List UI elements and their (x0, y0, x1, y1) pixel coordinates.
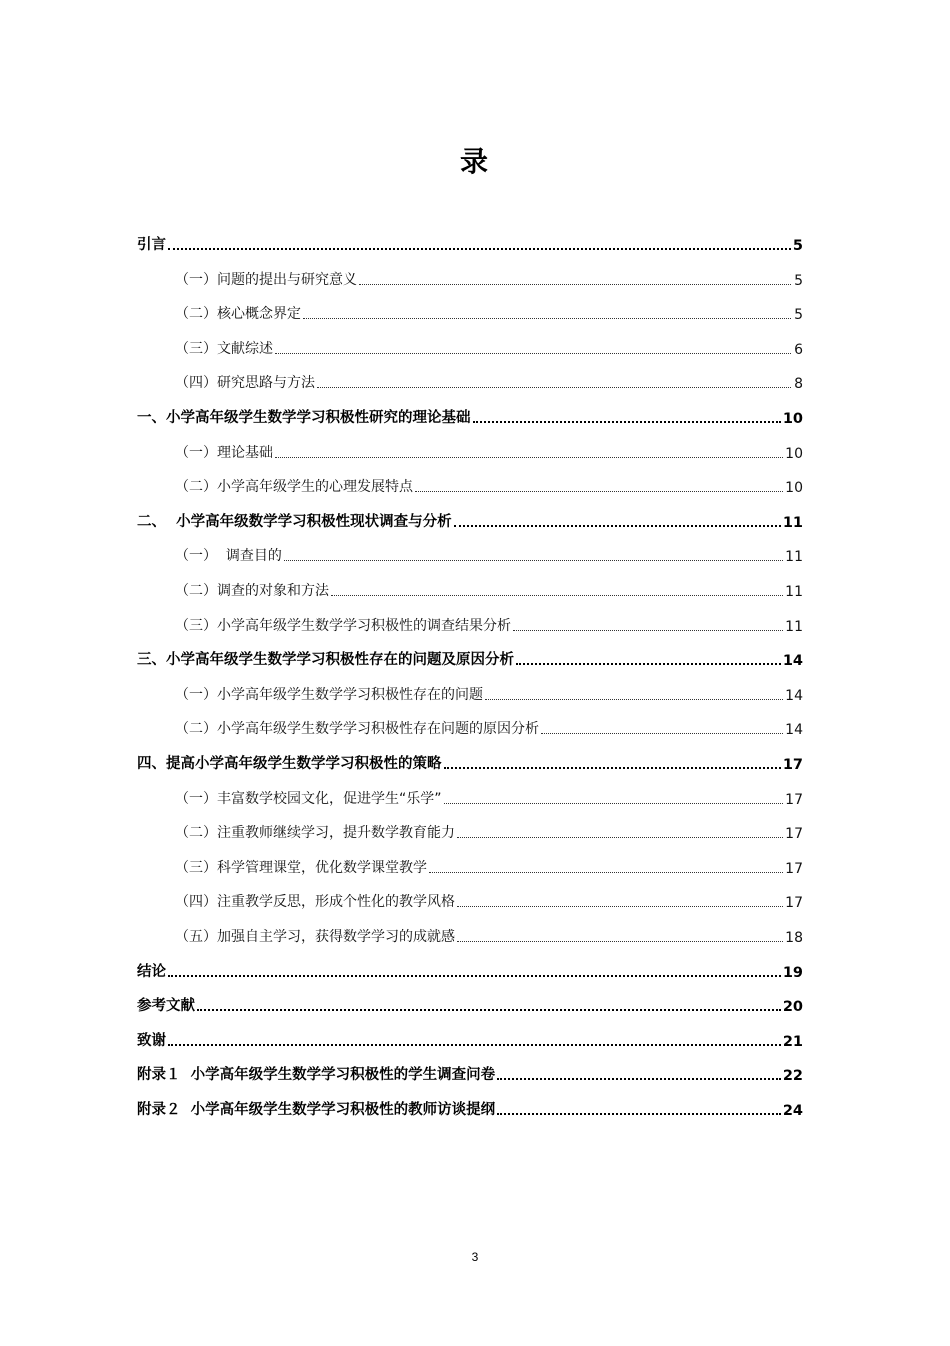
toc-section-entry[interactable] (137, 334, 803, 358)
toc-entry-page-number: 5 (794, 272, 803, 289)
toc-dot-leader (444, 767, 781, 769)
toc-dot-leader (457, 941, 783, 942)
toc-entry-page-number: 11 (785, 549, 803, 566)
toc-dot-leader (168, 1044, 781, 1046)
toc-section-entry[interactable] (137, 922, 803, 946)
toc-entry-page-number: 18 (785, 930, 803, 946)
toc-entry-page-number: 5 (792, 238, 803, 254)
toc-entry-title: （三）科学管理课堂，优化数学课堂教学 (175, 859, 427, 876)
toc-entry-title: （四）研究思路与方法 (175, 375, 315, 392)
toc-entry-page-number: 10 (782, 411, 803, 427)
toc-dot-leader (497, 1113, 781, 1115)
page-number: 3 (471, 1250, 479, 1264)
toc-entry-title: （二）小学高年级学生的心理发展特点 (175, 479, 413, 496)
toc-dot-leader (303, 318, 791, 319)
toc-section-entry[interactable] (137, 853, 803, 877)
toc-section-entry[interactable] (137, 299, 803, 323)
toc-dot-leader (317, 387, 791, 388)
toc-entry-page-number: 21 (782, 1033, 803, 1050)
toc-dot-leader (275, 457, 783, 458)
toc-chapter-entry[interactable] (137, 1026, 803, 1050)
toc-entry-page-number: 11 (785, 584, 803, 600)
toc-dot-leader (429, 872, 783, 873)
toc-dot-leader (331, 595, 783, 596)
toc-title: 录 (459, 145, 490, 178)
toc-dot-leader (485, 699, 783, 700)
toc-entry-page-number: 5 (794, 307, 803, 324)
toc-section-entry[interactable] (137, 265, 803, 289)
toc-entry-page-number: 10 (785, 480, 803, 497)
toc-entry-title: （二）小学高年级学生数学学习积极性存在问题的原因分析 (175, 721, 539, 738)
toc-dot-leader (457, 837, 783, 838)
toc-entry-page-number: 6 (794, 341, 803, 358)
toc-entry-page-number: 22 (782, 1068, 803, 1085)
toc-chapter-entry[interactable] (137, 403, 803, 427)
toc-entry-title: （三）小学高年级学生数学学习积极性的调查结果分析 (175, 617, 511, 634)
toc-entry-title: （二）调查的对象和方法 (175, 583, 329, 599)
toc-entry-title: 参考文献 (137, 998, 195, 1015)
toc-section-entry[interactable] (137, 611, 803, 635)
toc-section-entry[interactable] (137, 680, 803, 704)
toc-entry-title: 致谢 (137, 1032, 166, 1049)
toc-chapter-entry[interactable] (137, 507, 803, 531)
toc-chapter-entry[interactable] (137, 991, 803, 1015)
toc-dot-leader (197, 1009, 781, 1011)
toc-entry-title: 一、小学高年级学生数学学习积极性研究的理论基础 (137, 410, 471, 426)
toc-dot-leader (454, 525, 781, 527)
toc-entry-title: （一）丰富数学校园文化，促进学生“乐学” (175, 790, 442, 807)
toc-entry-page-number: 17 (785, 860, 803, 877)
toc-entry-page-number: 17 (782, 757, 803, 773)
toc-section-entry[interactable] (137, 576, 803, 600)
toc-section-entry[interactable] (137, 714, 803, 738)
toc-entry-title: 结论 (137, 963, 166, 980)
toc-entry-page-number: 8 (794, 376, 803, 393)
toc-section-entry[interactable] (137, 784, 803, 808)
toc-entry-page-number: 17 (785, 791, 803, 808)
toc-entry-title: 附录２ 小学高年级学生数学学习积极性的教师访谈提纲 (137, 1102, 496, 1118)
toc-dot-leader (497, 1078, 781, 1080)
toc-entry-page-number: 24 (782, 1103, 803, 1119)
toc-chapter-entry[interactable] (137, 957, 803, 981)
toc-section-entry[interactable] (137, 438, 803, 462)
toc-entry-title: 三、小学高年级学生数学学习积极性存在的问题及原因分析 (137, 652, 514, 669)
toc-dot-leader (516, 663, 781, 665)
toc-dot-leader (359, 284, 791, 285)
toc-section-entry[interactable] (137, 818, 803, 842)
toc-dot-leader (275, 353, 791, 354)
toc-entry-page-number: 19 (782, 964, 803, 981)
toc-entry-title: （五）加强自主学习，获得数学学习的成就感 (175, 929, 455, 945)
toc-entry-title: （一） 调查目的 (175, 548, 282, 565)
toc-dot-leader (415, 491, 783, 492)
toc-dot-leader (168, 975, 781, 977)
toc-chapter-entry[interactable] (137, 1095, 803, 1119)
toc-entry-title: （二）核心概念界定 (175, 306, 301, 323)
toc-section-entry[interactable] (137, 472, 803, 496)
toc-chapter-entry[interactable] (137, 230, 803, 254)
toc-dot-leader (513, 630, 783, 631)
toc-entry-title: （一）小学高年级学生数学学习积极性存在的问题 (175, 686, 483, 703)
toc-dot-leader (284, 560, 783, 561)
toc-section-entry[interactable] (137, 541, 803, 565)
toc-entry-page-number: 17 (785, 895, 803, 912)
toc-entry-title: 附录１ 小学高年级学生数学学习积极性的学生调查问卷 (137, 1067, 496, 1084)
toc-entry-page-number: 11 (785, 618, 803, 635)
toc-dot-leader (473, 421, 781, 423)
toc-section-entry[interactable] (137, 887, 803, 911)
toc-entry-title: （四）注重教学反思，形成个性化的教学风格 (175, 894, 455, 911)
toc-chapter-entry[interactable] (137, 749, 803, 773)
toc-entry-title: （一）问题的提出与研究意义 (175, 271, 357, 288)
toc-dot-leader (457, 906, 783, 907)
toc-entry-page-number: 20 (782, 999, 803, 1016)
toc-chapter-entry[interactable] (137, 645, 803, 669)
toc-section-entry[interactable] (137, 368, 803, 392)
toc-entry-title: （二）注重教师继续学习，提升数学教育能力 (175, 825, 455, 842)
toc-entry-page-number: 14 (782, 653, 803, 670)
toc-entry-title: 引言 (137, 237, 166, 253)
toc-chapter-entry[interactable] (137, 1060, 803, 1084)
toc-entry-title: 二、 小学高年级数学学习积极性现状调查与分析 (137, 513, 452, 530)
toc-entry-page-number: 11 (782, 514, 803, 531)
toc-dot-leader (168, 248, 791, 250)
toc-entry-page-number: 10 (785, 445, 803, 462)
toc-entry-page-number: 14 (785, 687, 803, 704)
toc-entry-title: 四、提高小学高年级学生数学学习积极性的策略 (137, 756, 442, 772)
toc-dot-leader (444, 803, 784, 804)
toc-entry-title: （一）理论基础 (175, 444, 273, 461)
toc-entry-page-number: 14 (785, 722, 803, 739)
toc-entry-page-number: 17 (785, 826, 803, 843)
toc-dot-leader (541, 733, 783, 734)
toc-entry-title: （三）文献综述 (175, 340, 273, 357)
